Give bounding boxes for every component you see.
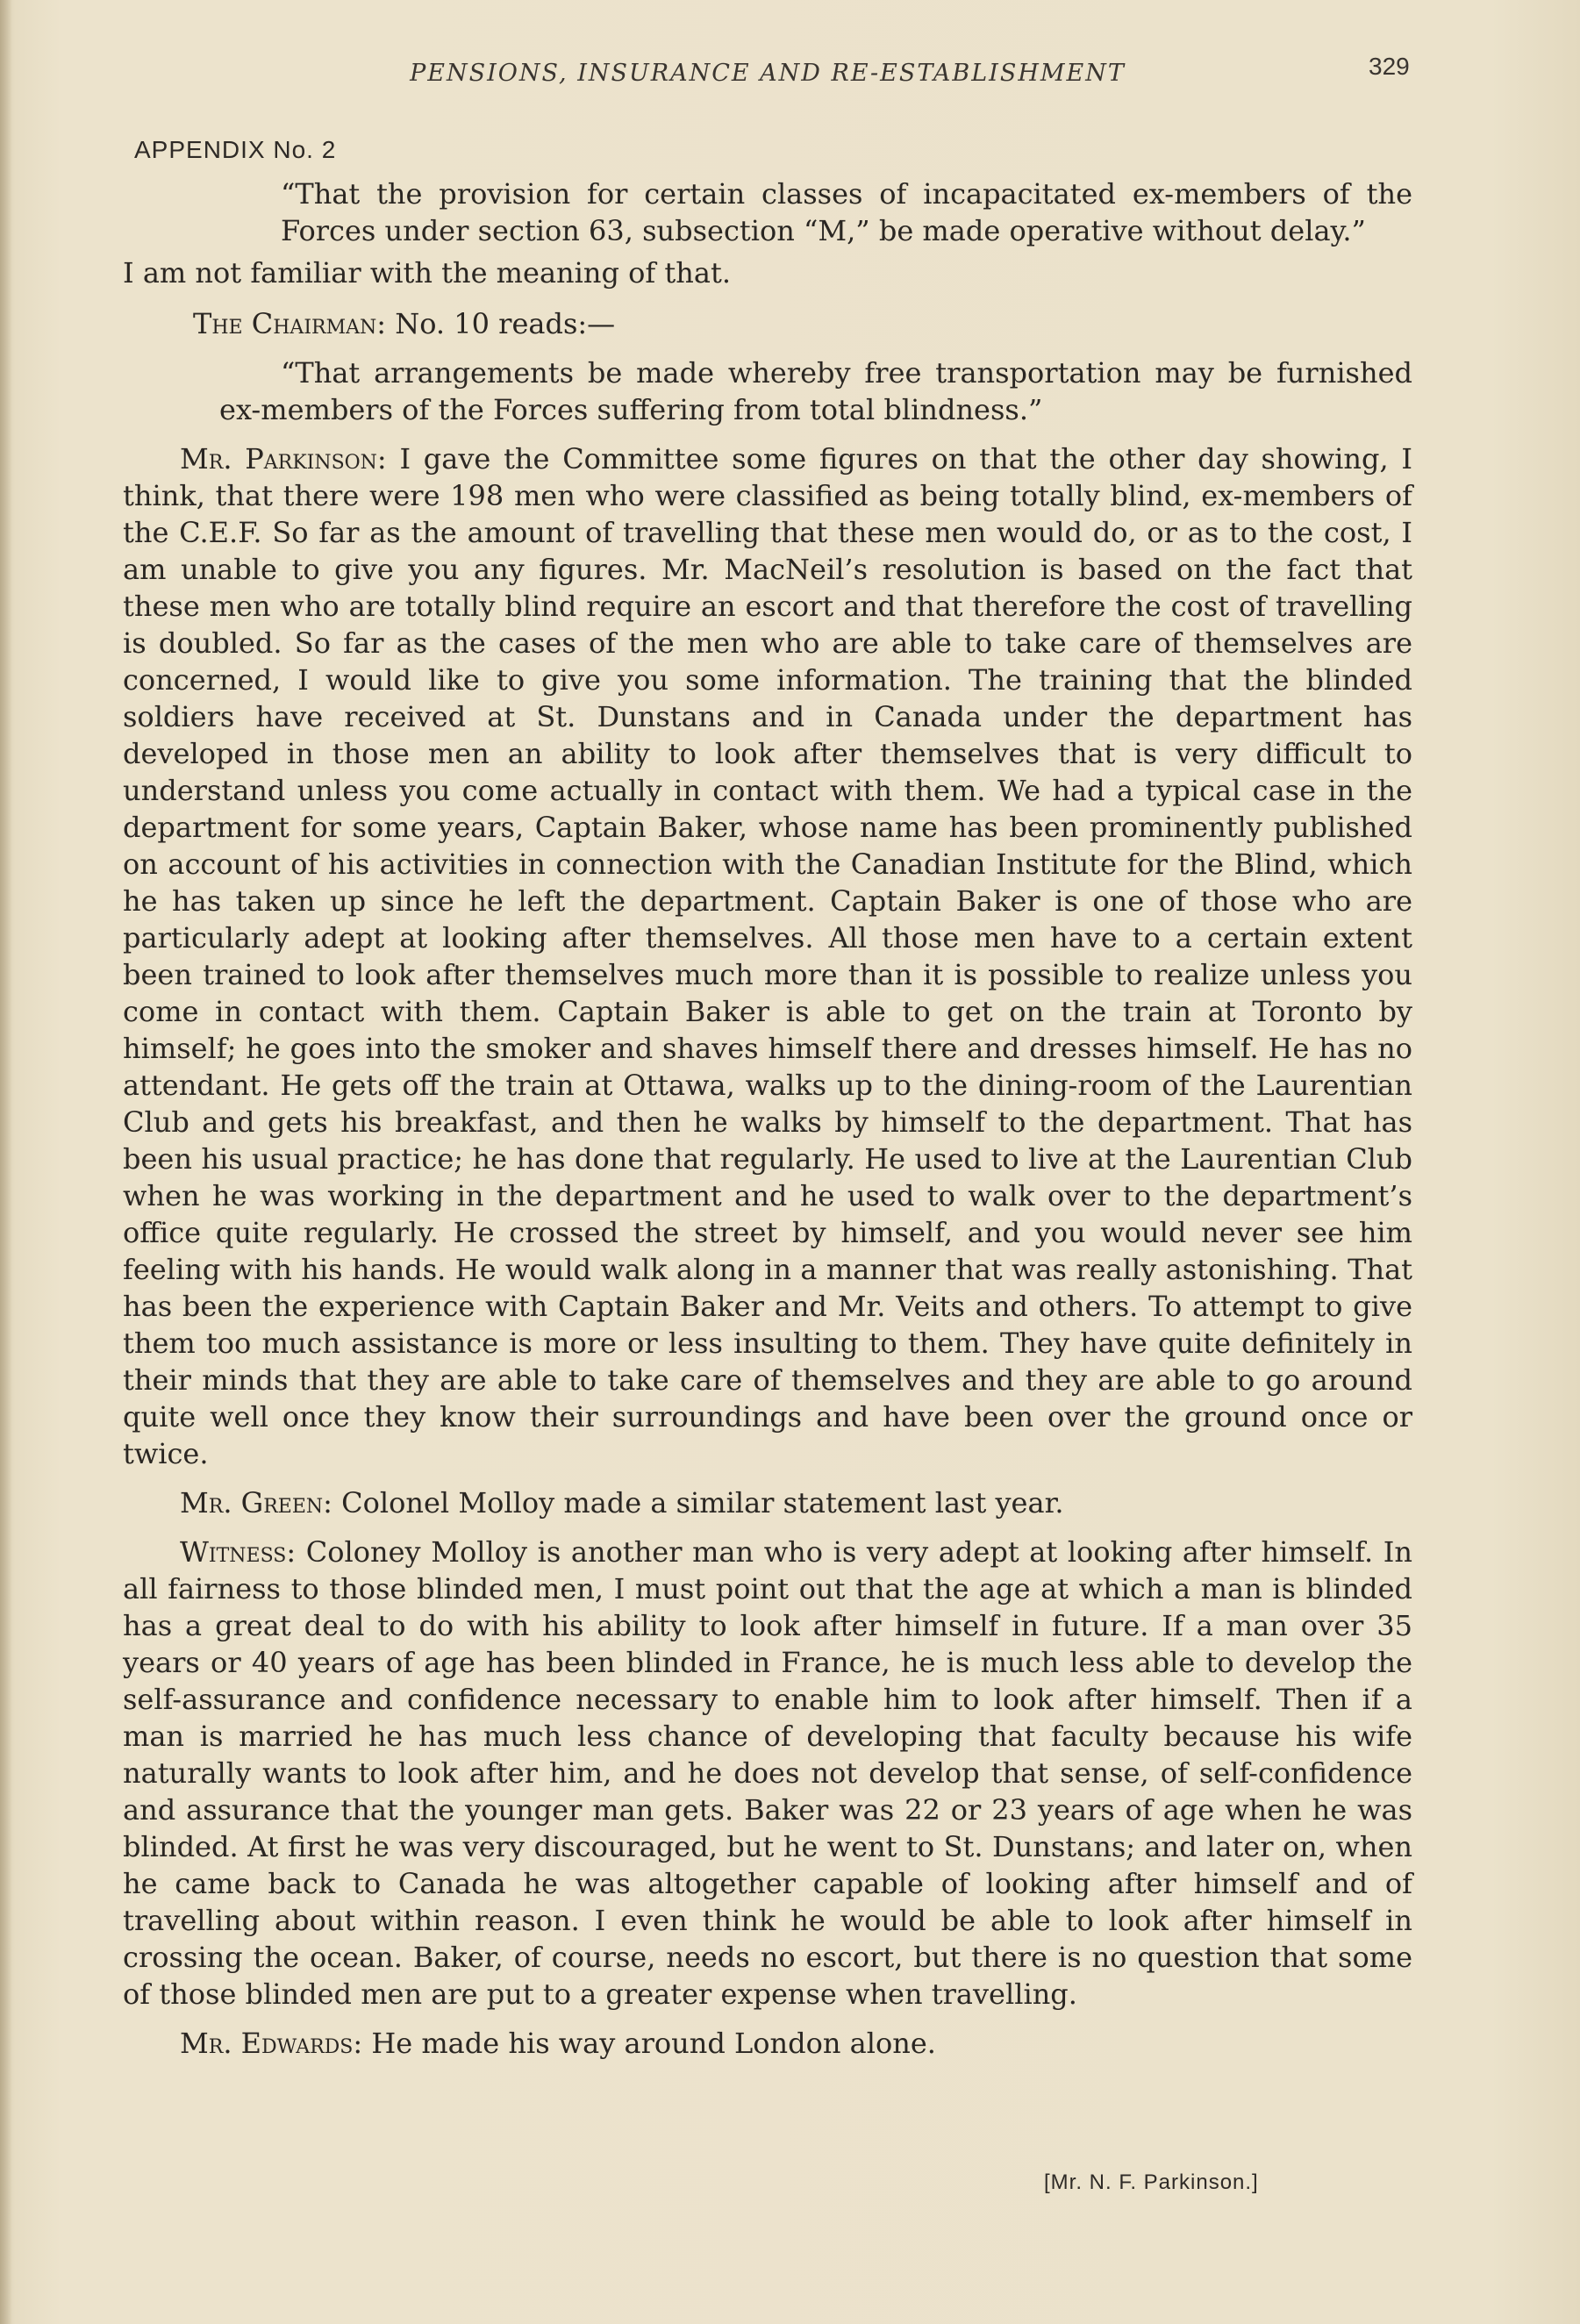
running-title: PENSIONS, INSURANCE AND RE-ESTABLISHMENT [410,60,1126,87]
speaker-edwards: Mr. Edwards: [180,2027,363,2060]
edwards-text: He made his way around London alone. [371,2027,936,2060]
binding-shadow [0,0,12,2324]
witness-signature: [Mr. N. F. Parkinson.] [1044,2170,1259,2194]
parkinson-text: I gave the Committee some figures on that the other day showing, I think, that there were 198 men who were classified as being totally blind, ex-members of the C.E.F. So far as the amount of travelling that these men would do, or as to the cost, I am unable to give you any figures. Mr. MacNeil’s resolution is based on the fact that these men who are totally blind require an escort and that therefore the cost of travelling is doubled. So far as the cases of the men who are able to take care of themselves are concerned, I would like to give you some information. The training that the blinded soldiers have received at St. Dunstans and in Canada under the department has developed in those men an ability to look after themselves that is very difficult to understand unless you come actually in contact with them. We had a typical case in the department for some years, Captain Baker, whose name has been prominently published on account of his activities in connection with the Canadian Institute for the Blind, which he has taken up since he left the department. Captain Baker is one of those who are particularly adept at looking after themselves. All those men have to a certain extent been trained to look after themselves much more than it is possible to realize unless you come in contact with them. Captain Baker is able to get on the train at Toronto by himself; he goes into the smoker and shaves himself there and dresses himself. He has no attendant. He gets off the train at Ottawa, walks up to the dining-room of the Laurentian Club and gets his breakfast, and then he walks by himself to the department. That has been his usual practice; he has done that regularly. He used to live at the Laurentian Club when he was working in the department and he used to walk over to the department’s office quite regularly. He crossed the street by himself, and you would never see him feeling with his hands. He would walk along in a manner that was really astonishing. That has been the experience with Captain Baker and Mr. Veits and others. To attempt to give them too much assistance is more or less insulting to them. They have quite definitely in their minds that they are able to take care of themselves and they are able to go around quite well once they know their surroundings and have been over the ground once or twice. [123,442,1413,1470]
speaker-parkinson: Mr. Parkinson: [180,442,387,476]
page-number: 329 [1369,53,1410,80]
chairman-text: No. 10 reads:— [395,307,616,340]
chairman-remark [123,305,1412,342]
quoted-resolution-2: “That arrangements be made whereby free transportation may be furnished ex-members of the Forces suffering from total blindness.” [219,356,1412,426]
witness-text: Coloney Molloy is another man who is very adept at looking after himself. In all fairness to those blinded men, I must point out that the age at which a man is blinded has a great deal to do with his ability to look after himself in future. If a man over 35 years or 40 years of age has been blinded in France, he is much less able to develop the self-assurance and confidence necessary to enable him to look after himself. Then if a man is married he has much less chance of developing that faculty because his wife naturally wants to look after him, and he does not develop that sense, of self-confidence and assurance that the younger man gets. Baker was 22 or 23 years of age when he was blinded. At first he was very discouraged, but he went to St. Dunstans; and later on, when he came back to Canada he was altogether capable of looking after himself and of travelling about within reason. I even think he would be able to look after himself in crossing the ocean. Baker, of course, needs no escort, but there is no question that some of those blinded men are put to a greater expense when travelling. [123,1535,1413,2011]
parkinson-remark [123,440,1412,1472]
body-text [123,175,1412,2062]
green-remark [123,1484,1412,1521]
speaker-green: Mr. Green: [180,1486,332,1520]
green-text: Colonel Molloy made a similar statement last year. [341,1486,1064,1520]
quoted-resolution-1: “That the provision for certain classes of incapacitated ex-members of the Forces under section 63, subsection “M,” be made operative without delay.” [281,177,1412,247]
appendix-label: APPENDIX No. 2 [134,136,337,163]
speaker-witness: Witness: [180,1535,297,1569]
speaker-chairman: The Chairman: [193,307,387,340]
witness-remark [123,1534,1412,2013]
edwards-remark [123,2025,1412,2062]
paragraph-unfamiliar: I am not familiar with the meaning of that. [123,256,731,290]
